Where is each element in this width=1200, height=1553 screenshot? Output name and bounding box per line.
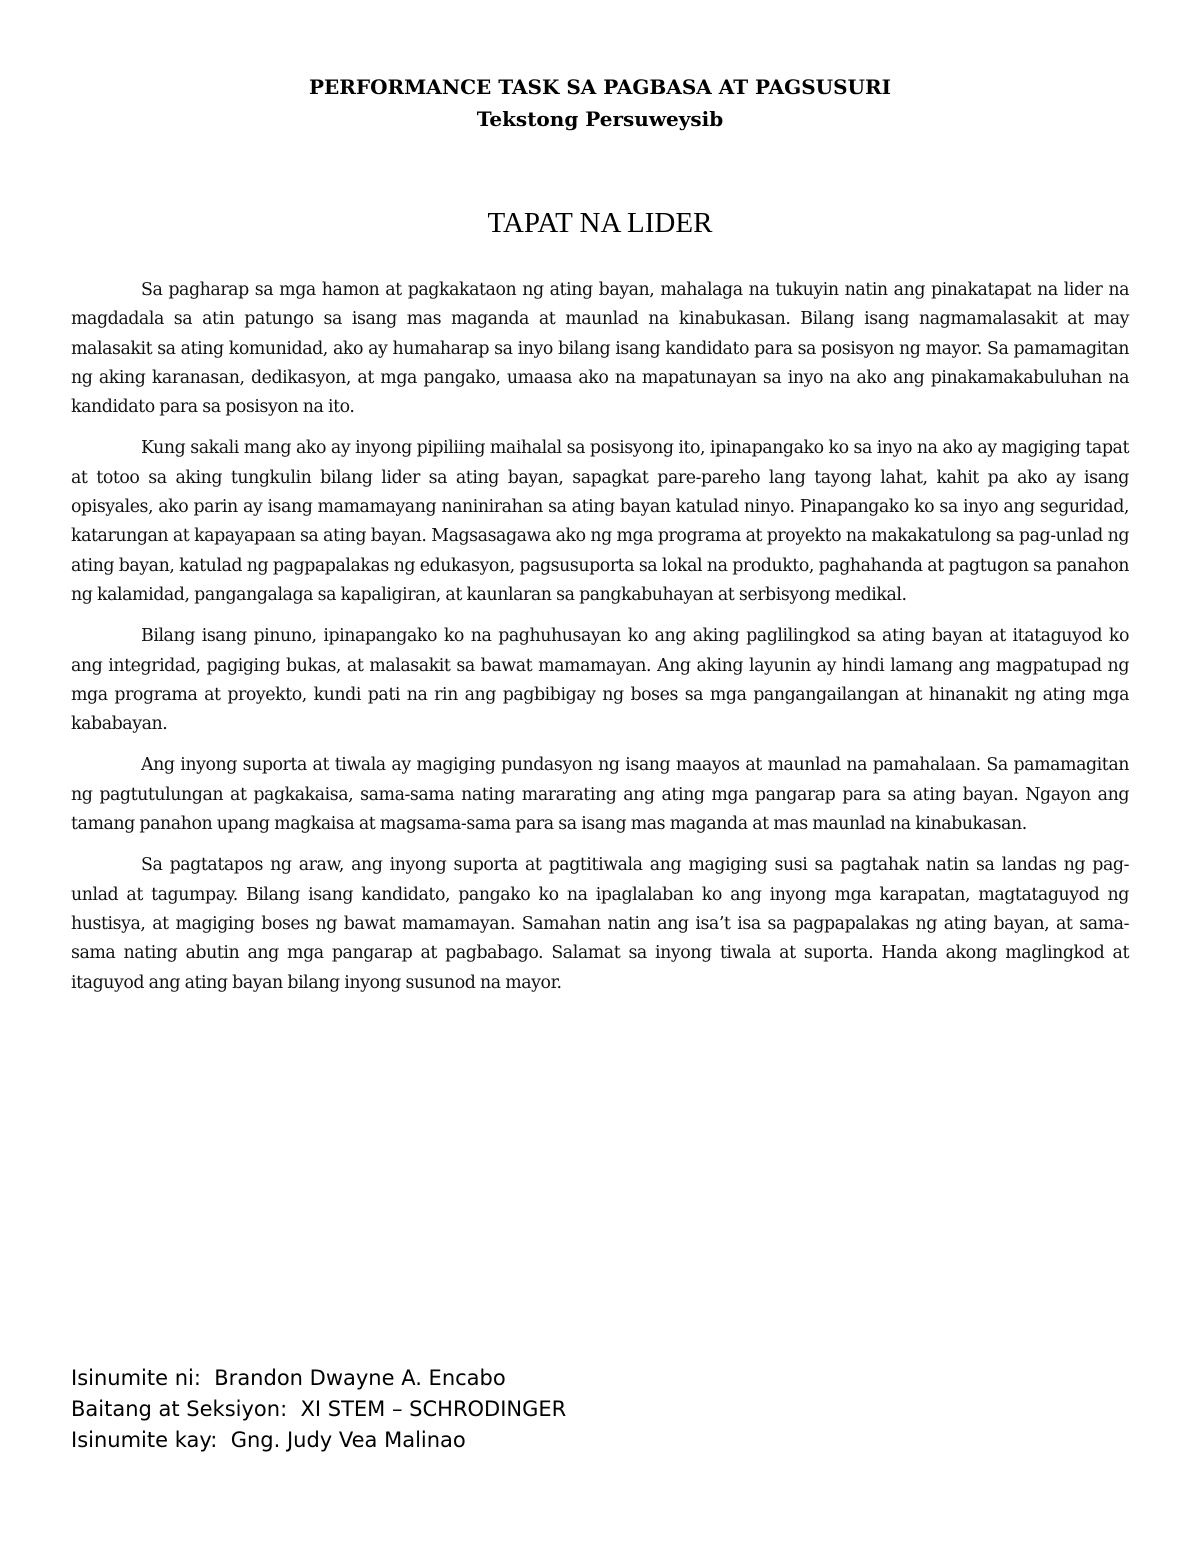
essay-paragraph-3: Bilang isang pinuno, ipinapangako ko na paghuhusayan ko ang aking paglilingkod sa ating bayan at itataguyod ko ang integridad, pagiging bukas, at malasakit sa bawat mamamayan. Ang aking layunin ay hindi lamang ang magpatupad ng mga programa at proyekto, kundi pati na rin ang pagbibigay ng boses sa mga pangangailangan at hinanakit ng ating mga kababayan. (71, 626, 1129, 735)
grade-section-line: Baitang at Seksiyon: XI STEM – SCHRODINGER (71, 1397, 567, 1421)
essay-paragraph-1: Sa pagharap sa mga hamon at pagkakataon ng ating bayan, mahalaga na tukuyin natin ang pinakatapat na lider na magdadala sa atin patungo sa isang mas maganda at maunlad na kinabukasan. Bilang isang nagmamalasakit at may malasakit sa ating komunidad, ako ay humaharap sa inyo bilang isang kandidato para sa posisyon ng mayor. Sa pamamagitan ng aking karanasan, dedikasyon, at mga pangako, umaasa ako na mapatunayan sa inyo na ako ang pinakamakabuluhan na kandidato para sa posisyon na ito. (71, 280, 1129, 418)
submission-details (71, 1363, 971, 1456)
essay-body (71, 276, 1129, 1010)
essay-title: TAPAT NA LIDER (487, 207, 713, 239)
document-heading: PERFORMANCE TASK SA PAGBASA AT PAGSUSURI (309, 75, 891, 99)
essay-paragraph-5: Sa pagtatapos ng araw, ang inyong suporta at pagtitiwala ang magiging susi sa pagtahak natin sa landas ng pag-unlad at tagumpay. Bilang isang kandidato, pangako ko na ipaglalaban ko ang inyong mga karapatan, magtataguyod ng hustisya, at magiging boses ng bawat mamamayan. Samahan natin ang isa’t isa sa pagpapalakas ng ating bayan, at sama-sama nating abutin ang mga pangarap at pagbabago. Salamat sa inyong tiwala at suporta. Handa akong maglingkod at itaguyod ang ating bayan bilang inyong susunod na mayor. (71, 855, 1129, 993)
essay-paragraph-2: Kung sakali mang ako ay inyong pipiliing maihalal sa posisyong ito, ipinapangako ko sa inyo na ako ay magiging tapat at totoo sa aking tungkulin bilang lider sa ating bayan, sapagkat pare-pareho lang tayong lahat, kahit pa ako ay isang opisyales, ako parin ay isang mamamayang naninirahan sa ating bayan katulad ninyo. Pinapangako ko sa inyo ang seguridad, katarungan at kapayapaan sa ating bayan. Magsasagawa ako ng mga programa at proyekto na makakatulong sa pag-unlad ng ating bayan, katulad ng pagpapalakas ng edukasyon, pagsusuporta sa lokal na produkto, paghahanda at pagtugon sa panahon ng kalamidad, pangangalaga sa kapaligiran, at kaunlaran sa pangkabuhayan at serbisyong medikal. (71, 438, 1129, 605)
document-subheading: Tekstong Persuweysib (476, 107, 724, 131)
submitted-to-line: Isinumite kay: Gng. Judy Vea Malinao (71, 1428, 466, 1452)
essay-paragraph-4: Ang inyong suporta at tiwala ay magiging pundasyon ng isang maayos at maunlad na pamahalaan. Sa pamamagitan ng pagtutulungan at pagkakaisa, sama-sama nating mararating ang ating mga pangarap para sa ating bayan. Ngayon ang tamang panahon upang magkaisa at magsama-sama para sa isang mas maganda at mas maunlad na kinabukasan. (71, 755, 1129, 835)
submitted-by-line: Isinumite ni: Brandon Dwayne A. Encabo (71, 1366, 506, 1390)
document-header (70, 72, 1130, 134)
